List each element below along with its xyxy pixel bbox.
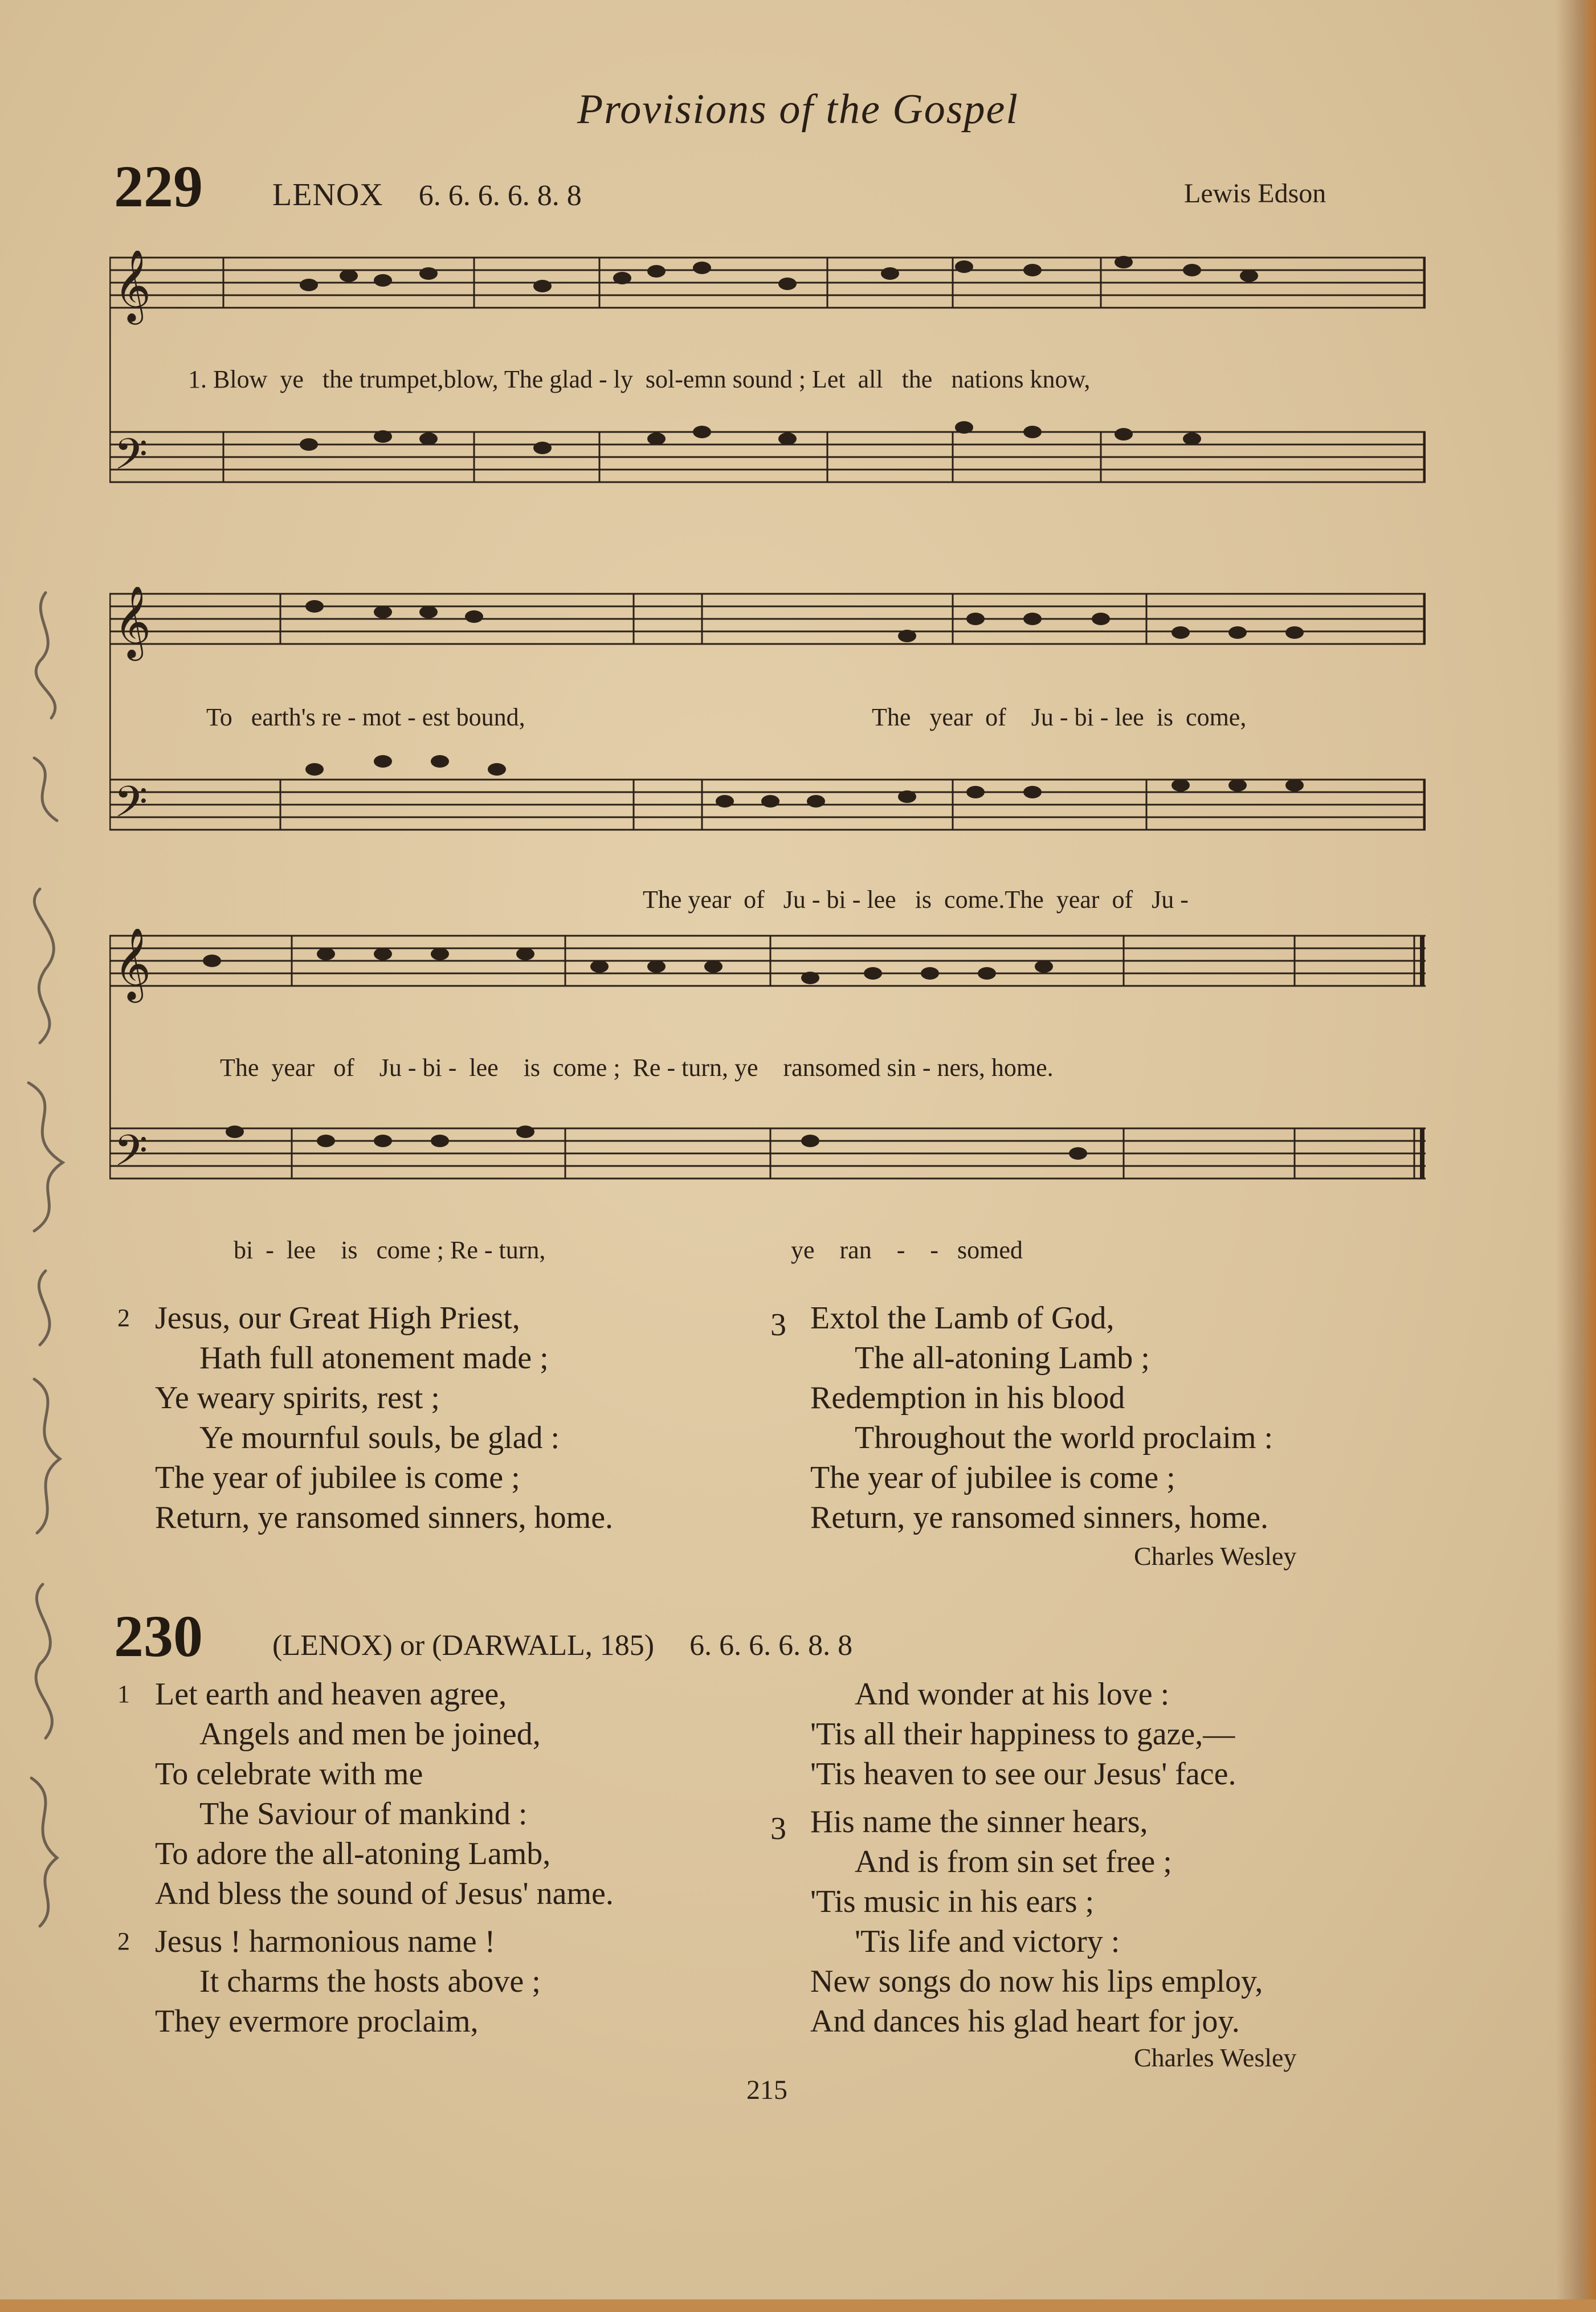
lyric-line-5b: ye ran - - somed xyxy=(791,1236,1023,1264)
page-number: 215 xyxy=(746,2075,787,2105)
lyric-line-3: The year of Ju - bi - lee is come.The year of Ju - xyxy=(643,886,1189,914)
hymn229-stanza-2: 2 Jesus, our Great High Priest, Hath full atonement made ; Ye weary spirits, rest ; Ye mournful souls, be glad : The year of jubilee is come ; Return, ye ransomed sinners, home. xyxy=(155,1298,613,1538)
lyric-line-4: The year of Ju - bi - lee is come ; Re - turn, ye ransomed sin - ners, home. xyxy=(220,1054,1054,1082)
meter: 6. 6. 6. 6. 8. 8 xyxy=(418,180,582,212)
page-header: Provisions of the Gospel xyxy=(577,86,1019,133)
author-229: Charles Wesley xyxy=(1134,1542,1297,1571)
hymn229-stanza-3: 3 Extol the Lamb of God, The all-atoning Lamb ; Redemption in his blood Throughout the world proclaim : The year of jubilee is come ; Return, ye ransomed sinners, home. xyxy=(770,1300,1273,1535)
hymn230-stanza-2-cont: And wonder at his love : 'Tis all their happiness to gaze,— 'Tis heaven to see our Jesus' face. xyxy=(810,1677,1236,1792)
tune-heading-229 xyxy=(272,177,582,213)
hymn230-stanza-3: 3 His name the sinner hears, And is from sin set free ; 'Tis music in his ears ; 'Tis life and victory : New songs do now his lips employ, And dances his glad heart for joy. xyxy=(770,1804,1263,2039)
svg-text:𝄢: 𝄢 xyxy=(114,1127,148,1185)
meter: 6. 6. 6. 6. 8. 8 xyxy=(689,1629,853,1662)
hymn-number-229: 229 xyxy=(114,154,203,219)
lyric-line-2b: The year of Ju - bi - lee is come, xyxy=(872,703,1247,731)
hymn230-stanza-2: 2 Jesus ! harmonious name ! It charms the hosts above ; They evermore proclaim, xyxy=(155,1922,541,2041)
tune-info: (LENOX) or (DARWALL, 185) xyxy=(272,1629,655,1662)
lyric-line-5: bi - lee is come ; Re - turn, xyxy=(234,1236,546,1264)
stanza-number: 2 xyxy=(117,1304,130,1332)
svg-text:𝄢: 𝄢 xyxy=(114,431,148,489)
stanza-number: 1 xyxy=(117,1680,130,1708)
tune-heading-230 xyxy=(272,1629,852,1662)
svg-text:𝄞: 𝄞 xyxy=(114,587,152,657)
margin-handwriting xyxy=(6,570,91,1966)
page-edge xyxy=(1556,0,1596,2312)
composer: Lewis Edson xyxy=(1184,178,1326,209)
lyric-line-1: 1. Blow ye the trumpet,blow, The glad - ly sol-emn sound ; Let all the nations know, xyxy=(188,365,1091,393)
page-bottom-edge xyxy=(0,2299,1596,2312)
svg-text:𝄞: 𝄞 xyxy=(114,929,152,998)
stanza-number: 3 xyxy=(770,1307,786,1343)
stanza-number: 2 xyxy=(117,1927,130,1955)
hymn-number-230: 230 xyxy=(114,1604,203,1669)
author-230: Charles Wesley xyxy=(1134,2043,1297,2072)
stanza-number: 3 xyxy=(770,1811,786,1846)
hymn230-stanza-1: 1 Let earth and heaven agree, Angels and men be joined, To celebrate with me The Saviour of mankind : To adore the all-atoning Lamb, And bless the sound of Jesus' name. xyxy=(155,1674,614,1914)
svg-text:𝄞: 𝄞 xyxy=(114,251,152,320)
lyric-line-2: To earth's re - mot - est bound, xyxy=(206,703,525,731)
tune-name: LENOX xyxy=(272,177,383,213)
svg-text:𝄢: 𝄢 xyxy=(114,778,148,837)
